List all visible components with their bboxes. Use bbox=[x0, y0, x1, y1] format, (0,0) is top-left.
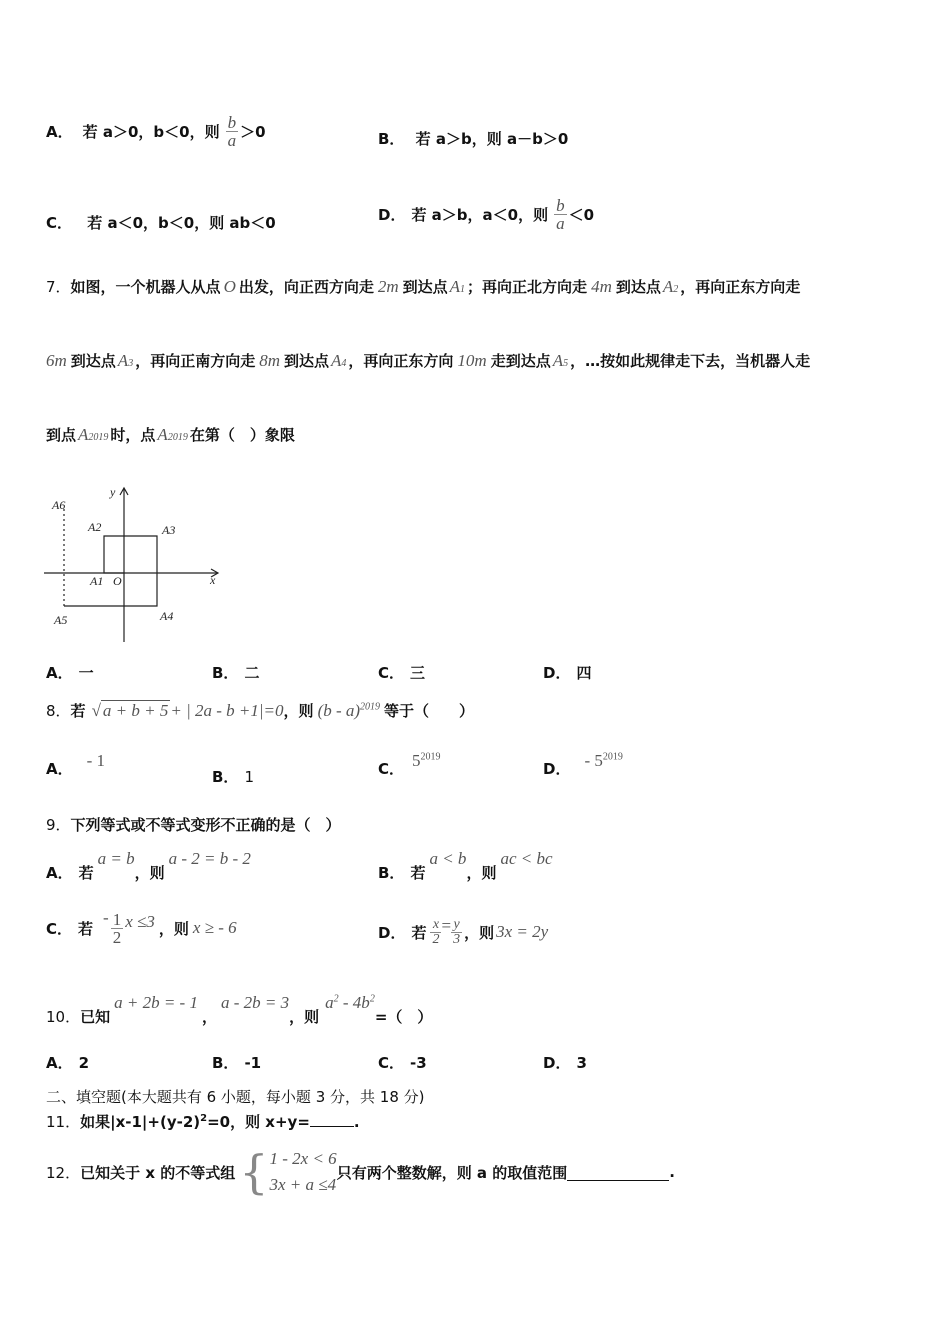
q7-text: ，…按如此规律走下去，当机器人走 bbox=[570, 352, 811, 370]
point-subscript: 1 bbox=[460, 284, 466, 295]
option-text: 若 a＞b，a＜0，则 bbox=[411, 205, 549, 224]
option-label: D． bbox=[378, 923, 406, 942]
option-text: 一 bbox=[78, 664, 94, 682]
fraction bbox=[451, 918, 462, 947]
fraction bbox=[226, 114, 239, 149]
power-base: (b - a) bbox=[317, 701, 361, 720]
q7-text: 在第（ ）象限 bbox=[189, 426, 295, 444]
option-label: C． bbox=[46, 214, 73, 232]
point-a1 bbox=[450, 277, 465, 296]
option-text: -3 bbox=[410, 1054, 427, 1072]
math-expression: a - 2 = b - 2 bbox=[168, 849, 251, 868]
point-a2019 bbox=[78, 425, 108, 444]
point-subscript: 4 bbox=[341, 358, 347, 369]
q8-option-d bbox=[543, 751, 623, 779]
power-exponent: 2019 bbox=[602, 751, 623, 763]
option-text: 若 bbox=[411, 923, 427, 942]
question-number: 10． bbox=[46, 1008, 81, 1026]
q12-text: 只有两个整数解，则 a 的取值范围 bbox=[336, 1163, 568, 1182]
q10-text: 已知 bbox=[80, 1008, 111, 1026]
point-subscript: 3 bbox=[128, 358, 134, 369]
q9-option-b bbox=[378, 848, 553, 882]
option-text: 3 bbox=[576, 1054, 587, 1072]
option-label: C． bbox=[378, 1054, 405, 1072]
exponent: 2 bbox=[200, 1113, 208, 1124]
point-letter: A bbox=[552, 351, 564, 370]
math-expression: a < b bbox=[429, 849, 467, 868]
label-a1: A1 bbox=[90, 574, 104, 588]
option-label: B． bbox=[212, 1054, 239, 1072]
option-label: C． bbox=[46, 919, 73, 938]
q10-stem bbox=[46, 992, 433, 1026]
math-expression: ac < bc bbox=[500, 849, 553, 868]
q9-option-a bbox=[46, 848, 251, 882]
q8-text: 等于（ ） bbox=[384, 702, 475, 720]
q9-text: 下列等式或不等式变形不正确的是（ ） bbox=[70, 816, 341, 834]
power-exponent: 2019 bbox=[420, 751, 441, 763]
option-label: D． bbox=[543, 1054, 571, 1072]
term: - 4b bbox=[338, 993, 370, 1012]
question-number: 7． bbox=[46, 278, 71, 296]
question-number: 12． bbox=[46, 1163, 81, 1182]
option-label: B． bbox=[212, 768, 239, 786]
point-letter: A bbox=[331, 351, 342, 370]
power-exponent: 2019 bbox=[360, 701, 381, 713]
point-letter: A bbox=[78, 425, 89, 444]
q10-option-a bbox=[46, 1052, 89, 1073]
point-letter: A bbox=[117, 351, 129, 370]
inequality-rows bbox=[270, 1146, 337, 1198]
inequality-system bbox=[239, 1146, 336, 1198]
q6-option-a bbox=[46, 106, 266, 156]
option-label: B． bbox=[378, 864, 405, 882]
distance: 6m bbox=[46, 351, 67, 370]
option-text: 若 a＞b，则 a－b＞0 bbox=[415, 130, 569, 148]
point-subscript: 5 bbox=[563, 358, 569, 369]
term: a bbox=[325, 993, 334, 1012]
option-label: A． bbox=[46, 122, 73, 141]
denominator: 2 bbox=[432, 931, 440, 947]
point-a3 bbox=[118, 351, 133, 370]
numerator: b bbox=[227, 112, 237, 132]
exponent: 2 bbox=[333, 993, 339, 1005]
q8-option-b bbox=[212, 766, 254, 787]
sqrt-expression: √ a + b + 5 bbox=[91, 701, 169, 720]
label-o: O bbox=[113, 574, 122, 588]
inequality-row: 1 - 2x < 6 bbox=[269, 1149, 337, 1168]
label-a4: A4 bbox=[160, 609, 174, 623]
robot-path-figure bbox=[40, 482, 230, 648]
option-value: 1 bbox=[244, 768, 254, 786]
denominator: 2 bbox=[112, 927, 122, 947]
option-text: 若 bbox=[78, 864, 94, 882]
q6-option-d bbox=[378, 188, 594, 240]
option-text: 若 bbox=[78, 919, 94, 938]
q6-option-b bbox=[378, 128, 568, 149]
q7-text: 时，点 bbox=[110, 426, 156, 444]
distance: 2m bbox=[377, 277, 399, 296]
math-expression: x ≤3 bbox=[125, 912, 155, 931]
option-text: 二 bbox=[244, 664, 260, 682]
point-subscript: 2019 bbox=[167, 432, 188, 443]
option-label: C． bbox=[378, 760, 405, 778]
q7-line-2 bbox=[46, 350, 810, 371]
option-label: D． bbox=[543, 760, 571, 778]
option-text: ，则 bbox=[134, 864, 165, 882]
option-label: A． bbox=[46, 864, 73, 882]
q8-stem bbox=[46, 700, 474, 721]
label-a6: A6 bbox=[52, 498, 66, 512]
power-expression bbox=[318, 701, 380, 720]
distance: 8m bbox=[259, 351, 280, 370]
option-label: A． bbox=[46, 664, 73, 682]
inequality-row: 3x + a ≤4 bbox=[269, 1175, 337, 1194]
radicand: a + b + 5 bbox=[102, 701, 169, 720]
q7-text: ，再向正东方向 bbox=[348, 352, 454, 370]
q7-text: 走到达点 bbox=[490, 352, 551, 370]
label-y: y bbox=[110, 485, 116, 499]
point-a2019 bbox=[157, 425, 187, 444]
q11-text: 如果|x-1|+(y-2) bbox=[80, 1113, 201, 1131]
q7-text: 到达点 bbox=[283, 352, 329, 370]
point-a4 bbox=[331, 351, 346, 370]
option-label: C． bbox=[378, 664, 405, 682]
point-letter: A bbox=[157, 425, 168, 444]
numerator: y bbox=[451, 918, 462, 933]
answer-blank[interactable] bbox=[567, 1164, 669, 1181]
fraction bbox=[430, 918, 441, 947]
math-expression bbox=[325, 993, 375, 1012]
option-text: 若 bbox=[410, 864, 426, 882]
q11-text: . bbox=[353, 1113, 360, 1131]
q7-text: ，再向正南方向走 bbox=[135, 352, 256, 370]
q7-text: 到达点 bbox=[615, 278, 661, 296]
q7-line-3 bbox=[46, 424, 295, 445]
point-letter: A bbox=[449, 277, 461, 296]
q10-text: ， bbox=[201, 1008, 217, 1026]
brace-icon: { bbox=[239, 1145, 269, 1199]
q12-text: 已知关于 x 的不等式组 bbox=[80, 1163, 236, 1182]
q7-text: 出发，向正西方向走 bbox=[238, 278, 374, 296]
q7-text: ，再向正东方向走 bbox=[680, 278, 801, 296]
math-expression: x ≥ - 6 bbox=[192, 918, 237, 937]
label-a2: A2 bbox=[88, 520, 102, 534]
equals-sign: = bbox=[441, 916, 452, 935]
math-expression: a + 2b = - 1 bbox=[114, 993, 198, 1012]
label-x: x bbox=[210, 573, 216, 587]
point-o: O bbox=[223, 277, 236, 296]
fraction bbox=[554, 197, 567, 232]
q9-option-c bbox=[46, 908, 237, 948]
q7-text: 到达点 bbox=[70, 352, 116, 370]
q7-option-a bbox=[46, 662, 94, 683]
option-text: 三 bbox=[410, 664, 426, 682]
q7-option-b bbox=[212, 662, 259, 683]
robot-path bbox=[64, 536, 157, 606]
question-number: 9． bbox=[46, 816, 71, 834]
question-number: 11． bbox=[46, 1113, 81, 1131]
label-a3: A3 bbox=[162, 523, 176, 537]
q10-option-d bbox=[543, 1052, 587, 1073]
q9-option-d bbox=[378, 912, 548, 952]
option-text: ，则 bbox=[158, 919, 189, 938]
numerator: 1 bbox=[112, 909, 122, 929]
math-expression: 3x = 2y bbox=[496, 922, 549, 941]
denominator: a bbox=[227, 130, 237, 150]
q11 bbox=[46, 1111, 360, 1132]
math-expression: a - 2b = 3 bbox=[220, 993, 290, 1012]
distance: 4m bbox=[591, 277, 612, 296]
denominator: a bbox=[556, 213, 565, 233]
option-value bbox=[412, 751, 441, 770]
option-text-tail: ＜0 bbox=[568, 205, 595, 224]
option-text: 2 bbox=[78, 1054, 90, 1072]
q8-option-a bbox=[46, 751, 106, 779]
option-text-tail: ＞0 bbox=[240, 122, 266, 141]
option-label: A． bbox=[46, 1054, 73, 1072]
answer-blank[interactable] bbox=[310, 1126, 354, 1127]
q9-stem bbox=[46, 814, 341, 835]
option-text: 若 a＞0，b＜0，则 bbox=[82, 122, 220, 141]
minus-sign: - bbox=[103, 908, 109, 927]
point-subscript: 2019 bbox=[88, 432, 109, 443]
math-expression: a = b bbox=[97, 849, 135, 868]
option-label: B． bbox=[378, 130, 405, 148]
q10-text: ，则 bbox=[289, 1008, 320, 1026]
q7-text: ；再向正北方向走 bbox=[467, 278, 588, 296]
option-value bbox=[584, 751, 622, 770]
q11-text: =0，则 x+y= bbox=[207, 1113, 310, 1131]
denominator: 3 bbox=[453, 931, 461, 947]
section-title: 二、填空题(本大题共有 6 小题，每小题 3 分，共 18 分) bbox=[46, 1088, 425, 1106]
q7-option-d bbox=[543, 662, 591, 683]
q7-option-c bbox=[378, 662, 425, 683]
point-letter: A bbox=[662, 277, 674, 296]
option-value: - 1 bbox=[86, 751, 106, 770]
power-base: - 5 bbox=[584, 751, 603, 770]
option-text: ，则 bbox=[466, 864, 497, 882]
option-text: -1 bbox=[244, 1054, 262, 1072]
option-text: ，则 bbox=[464, 923, 495, 942]
point-a2 bbox=[663, 277, 678, 296]
q12-text: . bbox=[669, 1163, 675, 1181]
power-base: 5 bbox=[412, 751, 421, 770]
abs-expression: + | 2a - b +1|=0 bbox=[170, 701, 284, 720]
q8-text: ，则 bbox=[283, 702, 314, 720]
numerator: x bbox=[430, 918, 441, 933]
fraction bbox=[111, 911, 124, 946]
q7-line-1 bbox=[46, 276, 800, 297]
q7-text: 如图，一个机器人从点 bbox=[70, 278, 221, 296]
option-text: 四 bbox=[576, 664, 592, 682]
q7-text: 到达点 bbox=[402, 278, 448, 296]
numerator: b bbox=[556, 195, 565, 215]
label-a5: A5 bbox=[54, 613, 68, 627]
q8-option-c bbox=[378, 751, 441, 779]
option-label: D． bbox=[378, 205, 406, 224]
q10-option-c bbox=[378, 1052, 427, 1073]
point-subscript: 2 bbox=[673, 284, 679, 295]
option-label: B． bbox=[212, 664, 239, 682]
option-text: 若 a＜0，b＜0，则 ab＜0 bbox=[87, 214, 276, 232]
q6-option-c bbox=[46, 212, 276, 233]
exponent: 2 bbox=[369, 993, 375, 1005]
q12 bbox=[46, 1142, 675, 1202]
option-label: D． bbox=[543, 664, 571, 682]
point-a5 bbox=[553, 351, 568, 370]
q10-option-b bbox=[212, 1052, 261, 1073]
option-label: A． bbox=[46, 760, 73, 778]
distance: 10m bbox=[457, 351, 487, 370]
question-number: 8． bbox=[46, 702, 71, 720]
q8-text: 若 bbox=[70, 702, 86, 720]
q7-text: 到点 bbox=[46, 426, 77, 444]
q10-text: =（ ） bbox=[374, 1008, 433, 1026]
